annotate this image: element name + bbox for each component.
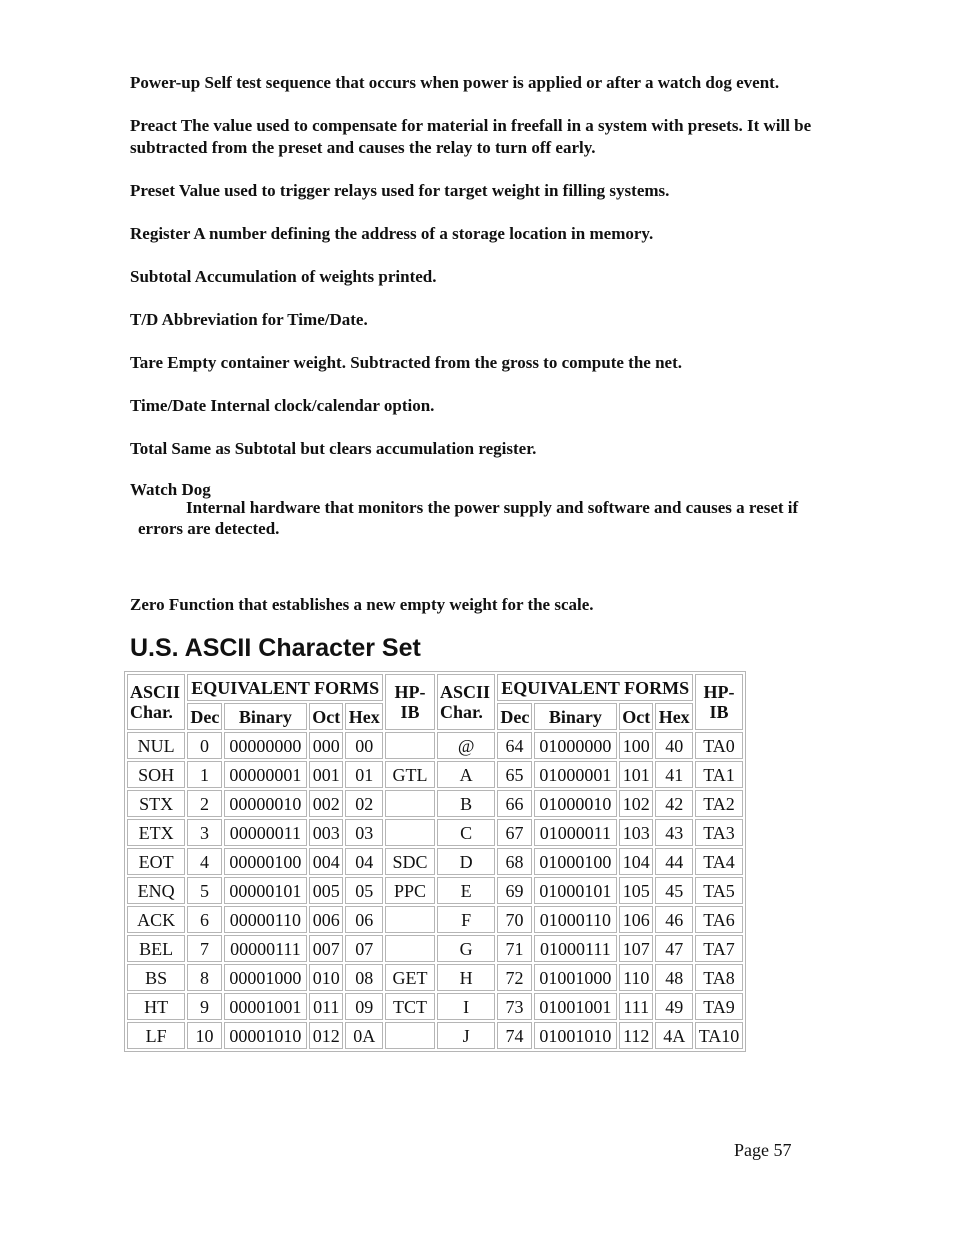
cell-ascii-char: ETX bbox=[127, 819, 185, 846]
cell-ascii-char: ENQ bbox=[127, 877, 185, 904]
table-row bbox=[127, 732, 743, 759]
cell-oct: 104 bbox=[619, 848, 653, 875]
header-hex: Hex bbox=[655, 703, 693, 730]
table-row bbox=[127, 848, 743, 875]
cell-ascii-char: C bbox=[437, 819, 495, 846]
cell-ascii-char: D bbox=[437, 848, 495, 875]
cell-hex: 4A bbox=[655, 1022, 693, 1049]
cell-hpib: GET bbox=[385, 964, 435, 991]
cell-oct: 002 bbox=[309, 790, 343, 817]
cell-dec: 6 bbox=[187, 906, 221, 933]
cell-hex: 05 bbox=[345, 877, 383, 904]
header-hpib: HP-IB bbox=[695, 674, 743, 730]
definition-watchdog-term: Watch Dog bbox=[130, 480, 211, 499]
header-equivalent-forms: EQUIVALENT FORMS bbox=[497, 674, 693, 701]
cell-hex: 42 bbox=[655, 790, 693, 817]
cell-dec: 72 bbox=[497, 964, 531, 991]
definition-watchdog-body: Internal hardware that monitors the power supply and software and causes a reset if errors are detected. bbox=[138, 498, 799, 538]
table-subheader-row bbox=[127, 703, 743, 730]
cell-dec: 64 bbox=[497, 732, 531, 759]
cell-hex: 07 bbox=[345, 935, 383, 962]
definition-preact: Preact The value used to compensate for material in freefall in a system with presets. It will be subtracted from the preset and causes the relay to turn off early. bbox=[130, 116, 812, 157]
cell-oct: 006 bbox=[309, 906, 343, 933]
cell-dec: 5 bbox=[187, 877, 221, 904]
header-ascii-char: ASCII Char. bbox=[127, 674, 185, 730]
cell-oct: 106 bbox=[619, 906, 653, 933]
table-row bbox=[127, 761, 743, 788]
cell-ascii-char: I bbox=[437, 993, 495, 1020]
table-header-row bbox=[127, 674, 743, 701]
cell-hpib: TA4 bbox=[695, 848, 743, 875]
definition-preset: Preset Value used to trigger relays used for target weight in filling systems. bbox=[130, 181, 670, 200]
cell-dec: 7 bbox=[187, 935, 221, 962]
header-binary: Binary bbox=[534, 703, 617, 730]
section-heading: U.S. ASCII Character Set bbox=[130, 634, 421, 662]
cell-hex: 01 bbox=[345, 761, 383, 788]
cell-hpib bbox=[385, 935, 435, 962]
cell-hex: 48 bbox=[655, 964, 693, 991]
definition-register: Register A number defining the address of a storage location in memory. bbox=[130, 224, 654, 243]
cell-dec: 69 bbox=[497, 877, 531, 904]
page-number: Page 57 bbox=[734, 1140, 792, 1160]
header-dec: Dec bbox=[187, 703, 221, 730]
cell-hex: 00 bbox=[345, 732, 383, 759]
cell-dec: 0 bbox=[187, 732, 221, 759]
cell-oct: 103 bbox=[619, 819, 653, 846]
cell-oct: 110 bbox=[619, 964, 653, 991]
cell-binary: 00000010 bbox=[224, 790, 307, 817]
cell-hex: 47 bbox=[655, 935, 693, 962]
header-oct: Oct bbox=[309, 703, 343, 730]
cell-hex: 46 bbox=[655, 906, 693, 933]
cell-dec: 66 bbox=[497, 790, 531, 817]
cell-hpib bbox=[385, 790, 435, 817]
cell-dec: 1 bbox=[187, 761, 221, 788]
cell-ascii-char: ACK bbox=[127, 906, 185, 933]
cell-dec: 74 bbox=[497, 1022, 531, 1049]
cell-binary: 01000011 bbox=[534, 819, 617, 846]
cell-hpib: PPC bbox=[385, 877, 435, 904]
table-row bbox=[127, 935, 743, 962]
cell-dec: 10 bbox=[187, 1022, 221, 1049]
cell-hpib: TA0 bbox=[695, 732, 743, 759]
header-hpib: HP-IB bbox=[385, 674, 435, 730]
cell-ascii-char: SOH bbox=[127, 761, 185, 788]
header-equivalent-forms: EQUIVALENT FORMS bbox=[187, 674, 383, 701]
table-row bbox=[127, 964, 743, 991]
cell-oct: 112 bbox=[619, 1022, 653, 1049]
cell-hpib bbox=[385, 732, 435, 759]
cell-hpib: TA10 bbox=[695, 1022, 743, 1049]
cell-oct: 111 bbox=[619, 993, 653, 1020]
ascii-table bbox=[124, 671, 746, 1052]
cell-oct: 005 bbox=[309, 877, 343, 904]
definition-total: Total Same as Subtotal but clears accumulation register. bbox=[130, 439, 537, 458]
header-ascii-char: ASCII Char. bbox=[437, 674, 495, 730]
cell-hex: 02 bbox=[345, 790, 383, 817]
cell-binary: 00000111 bbox=[224, 935, 307, 962]
cell-dec: 71 bbox=[497, 935, 531, 962]
cell-hpib bbox=[385, 819, 435, 846]
cell-hpib: SDC bbox=[385, 848, 435, 875]
table-row bbox=[127, 877, 743, 904]
header-hex: Hex bbox=[345, 703, 383, 730]
cell-dec: 8 bbox=[187, 964, 221, 991]
table-row bbox=[127, 1022, 743, 1049]
cell-hpib bbox=[385, 906, 435, 933]
cell-hpib: TA3 bbox=[695, 819, 743, 846]
cell-binary: 01001000 bbox=[534, 964, 617, 991]
cell-binary: 00001000 bbox=[224, 964, 307, 991]
cell-hpib: TA7 bbox=[695, 935, 743, 962]
cell-binary: 01000100 bbox=[534, 848, 617, 875]
cell-hex: 41 bbox=[655, 761, 693, 788]
cell-dec: 3 bbox=[187, 819, 221, 846]
cell-hpib: TA2 bbox=[695, 790, 743, 817]
cell-hpib: TA1 bbox=[695, 761, 743, 788]
cell-ascii-char: @ bbox=[437, 732, 495, 759]
glossary-definitions bbox=[130, 72, 820, 539]
cell-hpib: TA5 bbox=[695, 877, 743, 904]
cell-binary: 01000111 bbox=[534, 935, 617, 962]
cell-hex: 43 bbox=[655, 819, 693, 846]
cell-ascii-char: HT bbox=[127, 993, 185, 1020]
cell-ascii-char: A bbox=[437, 761, 495, 788]
cell-binary: 01000001 bbox=[534, 761, 617, 788]
table-row bbox=[127, 819, 743, 846]
cell-oct: 102 bbox=[619, 790, 653, 817]
cell-hpib: GTL bbox=[385, 761, 435, 788]
definition-subtotal: Subtotal Accumulation of weights printed. bbox=[130, 267, 437, 286]
cell-oct: 101 bbox=[619, 761, 653, 788]
ascii-table-container bbox=[124, 671, 746, 1052]
cell-dec: 70 bbox=[497, 906, 531, 933]
cell-dec: 2 bbox=[187, 790, 221, 817]
cell-hpib bbox=[385, 1022, 435, 1049]
cell-dec: 73 bbox=[497, 993, 531, 1020]
cell-ascii-char: LF bbox=[127, 1022, 185, 1049]
cell-dec: 67 bbox=[497, 819, 531, 846]
cell-ascii-char: B bbox=[437, 790, 495, 817]
cell-oct: 012 bbox=[309, 1022, 343, 1049]
cell-hex: 44 bbox=[655, 848, 693, 875]
header-binary: Binary bbox=[224, 703, 307, 730]
cell-ascii-char: BEL bbox=[127, 935, 185, 962]
cell-hex: 06 bbox=[345, 906, 383, 933]
cell-hpib: TA8 bbox=[695, 964, 743, 991]
definition-td: T/D Abbreviation for Time/Date. bbox=[130, 310, 368, 329]
cell-hex: 04 bbox=[345, 848, 383, 875]
cell-ascii-char: STX bbox=[127, 790, 185, 817]
cell-hex: 09 bbox=[345, 993, 383, 1020]
cell-hex: 49 bbox=[655, 993, 693, 1020]
cell-dec: 4 bbox=[187, 848, 221, 875]
table-row bbox=[127, 993, 743, 1020]
definition-time-date: Time/Date Internal clock/calendar option. bbox=[130, 396, 435, 415]
cell-binary: 01000110 bbox=[534, 906, 617, 933]
cell-oct: 000 bbox=[309, 732, 343, 759]
table-row bbox=[127, 790, 743, 817]
cell-binary: 00000101 bbox=[224, 877, 307, 904]
cell-hex: 03 bbox=[345, 819, 383, 846]
cell-oct: 010 bbox=[309, 964, 343, 991]
cell-ascii-char: BS bbox=[127, 964, 185, 991]
cell-binary: 00000100 bbox=[224, 848, 307, 875]
definition-zero: Zero Function that establishes a new empty weight for the scale. bbox=[130, 595, 594, 614]
header-dec: Dec bbox=[497, 703, 531, 730]
cell-hpib: TA9 bbox=[695, 993, 743, 1020]
cell-hpib: TCT bbox=[385, 993, 435, 1020]
cell-oct: 107 bbox=[619, 935, 653, 962]
cell-binary: 01001001 bbox=[534, 993, 617, 1020]
cell-hex: 08 bbox=[345, 964, 383, 991]
definition-power-up: Power-up Self test sequence that occurs when power is applied or after a watch dog event. bbox=[130, 73, 780, 92]
cell-ascii-char: EOT bbox=[127, 848, 185, 875]
table-row bbox=[127, 906, 743, 933]
cell-hex: 45 bbox=[655, 877, 693, 904]
cell-dec: 65 bbox=[497, 761, 531, 788]
cell-hpib: TA6 bbox=[695, 906, 743, 933]
cell-dec: 9 bbox=[187, 993, 221, 1020]
cell-hex: 40 bbox=[655, 732, 693, 759]
cell-binary: 00000110 bbox=[224, 906, 307, 933]
cell-ascii-char: E bbox=[437, 877, 495, 904]
cell-binary: 00000000 bbox=[224, 732, 307, 759]
cell-oct: 001 bbox=[309, 761, 343, 788]
cell-binary: 01000000 bbox=[534, 732, 617, 759]
cell-oct: 011 bbox=[309, 993, 343, 1020]
cell-oct: 105 bbox=[619, 877, 653, 904]
header-oct: Oct bbox=[619, 703, 653, 730]
definition-tare: Tare Empty container weight. Subtracted from the gross to compute the net. bbox=[130, 353, 682, 372]
cell-binary: 00000011 bbox=[224, 819, 307, 846]
cell-oct: 004 bbox=[309, 848, 343, 875]
cell-binary: 01001010 bbox=[534, 1022, 617, 1049]
cell-ascii-char: H bbox=[437, 964, 495, 991]
ascii-table-body bbox=[127, 732, 743, 1049]
cell-binary: 00001010 bbox=[224, 1022, 307, 1049]
cell-hex: 0A bbox=[345, 1022, 383, 1049]
cell-ascii-char: NUL bbox=[127, 732, 185, 759]
cell-ascii-char: F bbox=[437, 906, 495, 933]
cell-oct: 100 bbox=[619, 732, 653, 759]
cell-oct: 003 bbox=[309, 819, 343, 846]
cell-dec: 68 bbox=[497, 848, 531, 875]
cell-ascii-char: J bbox=[437, 1022, 495, 1049]
cell-ascii-char: G bbox=[437, 935, 495, 962]
cell-binary: 00000001 bbox=[224, 761, 307, 788]
cell-binary: 00001001 bbox=[224, 993, 307, 1020]
cell-binary: 01000010 bbox=[534, 790, 617, 817]
cell-oct: 007 bbox=[309, 935, 343, 962]
cell-binary: 01000101 bbox=[534, 877, 617, 904]
